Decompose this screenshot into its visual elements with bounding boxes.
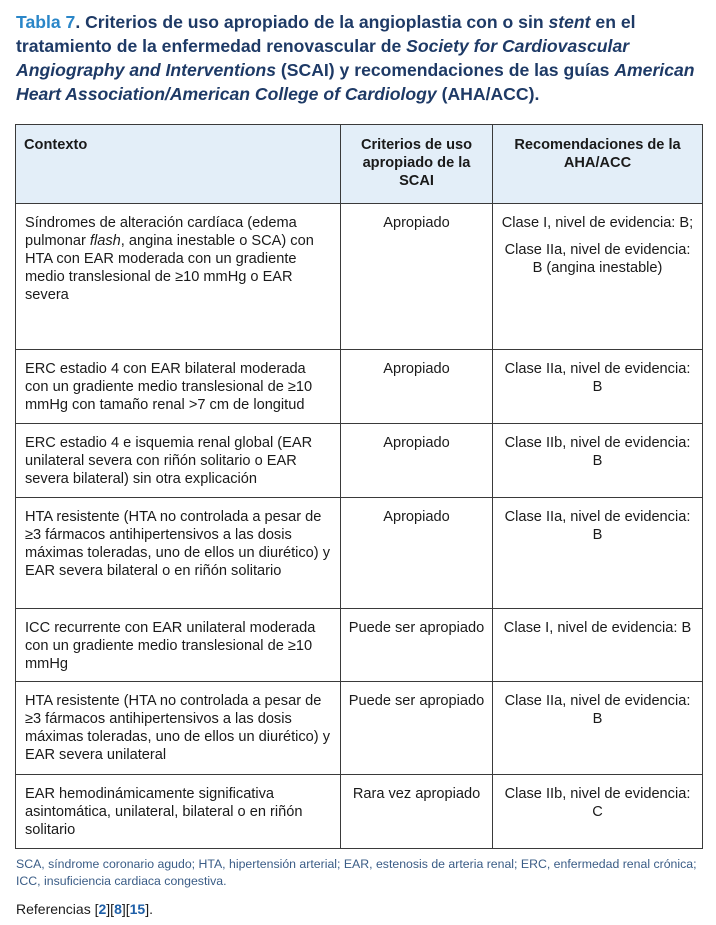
table-row	[16, 350, 703, 424]
cell-scai: Apropiado	[341, 350, 493, 424]
cell-context: Síndromes de alteración cardíaca (edema pulmonar flash, angina inestable o SCA) con HTA con EAR moderada con un gradiente medio translesional de ≥10 mmHg o EAR severa	[16, 204, 341, 350]
table-row	[16, 609, 703, 682]
cell-context: HTA resistente (HTA no controlada a pesar de ≥3 fármacos antihipertensivos a las dosis máximas toleradas, uno de ellos un diurético) y EAR severa unilateral	[16, 682, 341, 775]
cell-aha: Clase I, nivel de evidencia: B	[493, 609, 703, 682]
references: Referencias [2][8][15].	[16, 901, 153, 917]
cell-scai: Apropiado	[341, 424, 493, 498]
table-header-row	[16, 125, 703, 204]
cell-scai: Rara vez apropiado	[341, 775, 493, 849]
criteria-table	[15, 124, 703, 849]
table-row	[16, 498, 703, 609]
cell-aha: Clase IIa, nivel de evidencia: B	[493, 350, 703, 424]
table-row	[16, 204, 703, 350]
cell-context: ICC recurrente con EAR unilateral moderada con un gradiente medio translesional de ≥10 mmHg	[16, 609, 341, 682]
table-row	[16, 775, 703, 849]
header-aha-acc: Recomendaciones de la AHA/ACC	[493, 125, 703, 204]
cell-aha: Clase IIa, nivel de evidencia: B	[493, 682, 703, 775]
reference-link[interactable]: 2	[98, 901, 107, 917]
table-label: Tabla 7	[16, 12, 76, 32]
cell-scai: Apropiado	[341, 498, 493, 609]
cell-scai: Apropiado	[341, 204, 493, 350]
cell-scai: Puede ser apropiado	[341, 609, 493, 682]
table-title: Tabla 7. Criterios de uso apropiado de la angioplastia con o sin stent en el tratamiento de la enfermedad renovascular de Society for Cardiovascular Angiography and Interventions (SCAI) y recomendaciones de las guías American Heart Association/American College of Cardiology (AHA/ACC).	[16, 12, 695, 104]
reference-link[interactable]: 8	[114, 901, 122, 917]
table-row	[16, 682, 703, 775]
cell-aha: Clase IIb, nivel de evidencia: B	[493, 424, 703, 498]
cell-context: ERC estadio 4 e isquemia renal global (EAR unilateral severa con riñón solitario o EAR severa bilateral) sin otra explicación	[16, 424, 341, 498]
header-scai: Criterios de uso apropiado de la SCAI	[341, 125, 493, 204]
cell-context: HTA resistente (HTA no controlada a pesar de ≥3 fármacos antihipertensivos a las dosis máximas toleradas, uno de ellos un diurético) y EAR severa bilateral o en riñón solitario	[16, 498, 341, 609]
cell-scai: Puede ser apropiado	[341, 682, 493, 775]
cell-aha: Clase IIb, nivel de evidencia: C	[493, 775, 703, 849]
cell-aha: Clase I, nivel de evidencia: B; Clase IIa, nivel de evidencia: B (angina inestable)	[493, 204, 703, 350]
header-context: Contexto	[16, 125, 341, 204]
table-row	[16, 424, 703, 498]
reference-link[interactable]: 15	[129, 901, 146, 917]
cell-context: EAR hemodinámicamente significativa asintomática, unilateral, bilateral o en riñón solitario	[16, 775, 341, 849]
table-footnote: SCA, síndrome coronario agudo; HTA, hipertensión arterial; EAR, estenosis de arteria renal; ERC, enfermedad renal crónica; ICC, insuficiencia cardiaca congestiva.	[16, 857, 697, 888]
cell-aha: Clase IIa, nivel de evidencia: B	[493, 498, 703, 609]
cell-context: ERC estadio 4 con EAR bilateral moderada con un gradiente medio translesional de ≥10 mmHg con tamaño renal >7 cm de longitud	[16, 350, 341, 424]
